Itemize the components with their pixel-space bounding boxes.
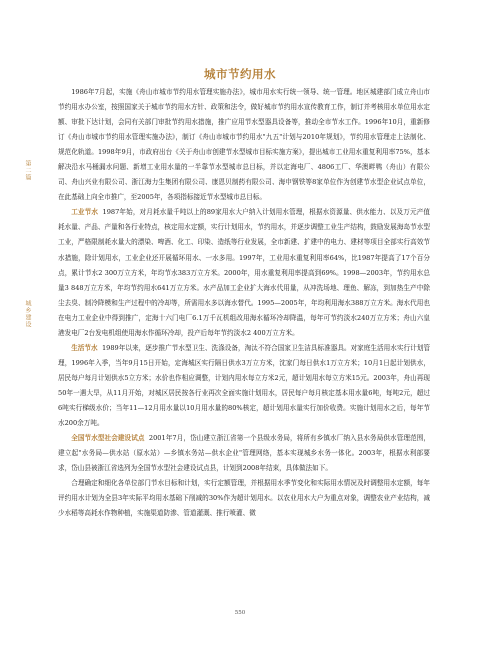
document-body — [58, 85, 430, 521]
paragraph-text: 合理确定和细化各单位部门节水目标和计划，实行定额管理，并根据用水季节变化和实际用水情况及时调整用水定额，每年评约用水计划为全县3年实际平均用水基础下削减的30%作为超计划用水。以农业用水大户为重点对象，调整农业产业结构，减少水稻等高耗水作物种植，实施渠道防渗、管道灌溉、推行喷灌、微 — [58, 479, 430, 518]
paragraph — [58, 341, 430, 431]
page-number: 550 — [234, 610, 246, 616]
paragraph-text: 1987年始，对月耗水量千吨以上的89家用水大户纳入计划用水管理，根据水资源量、供水能力、以及万元产值耗水量、产品、产量和各行业特点，核定用水定额，实行计划用水，节约用水，并逐步调整工业生产结构，鼓励发展海岛节水型工业，严格限制耗水量大的漂染、啤酒、化工、印染、造纸等行业发展，全市新建、扩建中的电力、建材等项目全部实行高效节水措施，除计划用水，工业企业还开展循环用水、一水多用。1997年，工业用水重复利用率64%，比1987年提高了17个百分点，累计节水2 300万立方米，年均节水383万立方米。2000年，用水重复利用率提高到69%。1998—2003年，节约用水总量3 848万立方米，年均节约用水641万立方米。水产品加工企业扩大海水代用量，从冲洗场地、理鱼、解冻，到加热生产中除尘去臭、制冷降模和生产过程中的冷却等，所需用水多以海水替代。1995—2005年，年均利用海水388万立方米。海水代用也在电力工业企业中得到推广，定海十六门电厂6.1万千瓦机组改用海水循环冷却降温，每年可节约淡水240万立方米；舟山六皇港发电厂2台发电机组使用海水作循环冷却，投产后每年节约淡水2 400万立方米。 — [58, 208, 430, 337]
paragraph-text: 2001年7月，岱山建立浙江省第一个县级水务局，将所有乡镇水厂纳入县水务局供水管理范围，建立起"水务局—供水站（原水站）—乡镇水务站—供水企业"管理网络，基本实现城乡水务一体化。2003年，根据水利部要求，岱山县被浙江省选列为全国节水型社会建设试点县，计划到2008年结束，具体做法如下。 — [58, 434, 430, 473]
sidebar-chapter-label: 第二篇 — [24, 160, 31, 181]
section-heading: 全国节水型社会建设试点 — [71, 434, 145, 443]
paragraph-text: 1989年以来，逐步推广节水型卫生、洗涤设备，淘汰不符合国家卫生洁具标准器具。对家庭生活用水实行计划管理，1996年入季，当年9月15日开始，定海城区实行隔日供水3万立方米，沈家门每日供水1万立方米；10月1日起计划供水，居民每户每月计划供水5立方米；水价也作相应调整，计划内用水每立方米2元，超计划用水每立方米15元。2003年，舟山再现50年一遇大旱，从11月开始，对城区居民按各行业再次全面实施计划用水，居民每户每月核定基本用水量6吨，每吨2元，超过6吨实行梯级水价；当年11—12月用水量以10月用水量的80%核定，超计划用水量实行加价收费。实施计划用水之后，每年节水200余万吨。 — [58, 343, 431, 428]
paragraph — [58, 431, 430, 476]
section-heading: 工业节水 — [71, 208, 99, 217]
sidebar-book-label: 城乡建设 — [24, 300, 31, 328]
paragraph — [58, 205, 430, 340]
paragraph-text: 1986年7月起，实施《舟山市城市节约用水管理实施办法》，城市用水实行统一领导、统一管理。地区城建部门成立舟山市节约用水办公室，按照国家关于城市节约用水方针、政策和法令，做好城市节约用水宣传教育工作，制订并考核用水单位用水定额、审批下达计划，会同有关部门审批节约用水措施，推广应用节水型器具设备等，推动全市节水工作。1996年10月，重新修订《舟山市城市节约用水管理实施办法》，制订《舟山市城市节约用水"九五"计划与2010年规划》，节约用水管理走上法制化、规范化轨道。1998年9月，市政府出台《关于舟山市创建节水型城市目标实施方案》，提出城市工业用水重复利用率75%，基本解决沿水马桶漏水问题、新增工业用水量的一半靠节水型城市总目标，并以定海电厂、4806工厂、华澳畔鸭（舟山）有限公司、舟山兴业有限公司、浙江海力生集团有限公司、康恩贝制药有限公司、海申钢铁等8家单位作为创建节水型企业试点单位，在此基础上向全市推广，至2005年，各项指标接近节水型城市总目标。 — [58, 88, 430, 202]
paragraph — [58, 476, 430, 521]
paragraph — [58, 85, 430, 205]
section-heading: 生活节水 — [71, 343, 98, 352]
page-title: 城市节约用水 — [204, 67, 276, 81]
